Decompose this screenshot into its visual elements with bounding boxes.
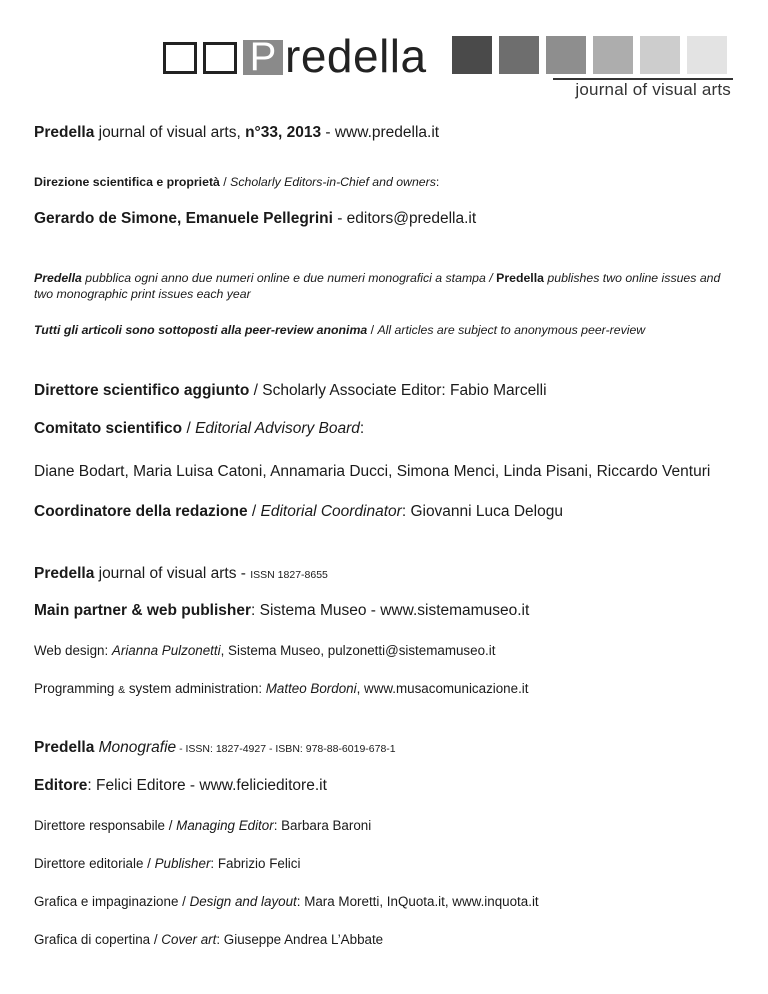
peer-review-it: Tutti gli articoli sono sottoposti alla peer-review anonima	[34, 323, 368, 337]
logo-shade-square	[452, 36, 492, 74]
separator: /	[247, 503, 261, 520]
committee-label-en: Editorial Advisory Board	[195, 420, 360, 437]
coordinator-label: Coordinatore della redazione	[34, 503, 248, 520]
issn-text: journal of visual arts -	[94, 565, 251, 582]
header-text: journal of visual arts,	[94, 124, 246, 141]
managing-editor-line	[34, 818, 371, 833]
partner-line	[34, 602, 529, 620]
logo-shade-square	[546, 36, 586, 74]
managing-label: Direttore responsabile /	[34, 818, 177, 833]
website: - www.predella.it	[321, 124, 440, 141]
webdesign-line	[34, 643, 495, 658]
editorial-director-label-en: Publisher	[154, 856, 211, 871]
associate-editor-line	[34, 382, 547, 400]
design-line	[34, 894, 539, 909]
webdesign-name: Arianna Pulzonetti	[111, 643, 221, 658]
editorial-director-label: Direttore editoriale /	[34, 856, 155, 871]
programming-line	[34, 681, 529, 696]
publisher-rest: : Felici Editore - www.felicieditore.it	[87, 777, 327, 794]
editor-names: Gerardo de Simone, Emanuele Pellegrini	[34, 210, 333, 227]
separator: /	[219, 175, 231, 189]
logo-letter-p: P	[243, 40, 283, 75]
publishes-paragraph	[34, 270, 734, 302]
editorial-director-name: : Fabrizio Felici	[210, 856, 301, 871]
series-name: Monografie	[98, 739, 177, 756]
issn-line	[34, 565, 328, 583]
logo-shade-square	[687, 36, 727, 74]
managing-name: : Barbara Baroni	[273, 818, 372, 833]
partner-label: Main partner & web publisher	[34, 602, 252, 619]
coordinator-label-en: Editorial Coordinator	[260, 503, 402, 520]
partner-rest: : Sistema Museo - www.sistemamuseo.it	[251, 602, 530, 619]
brand-name: Predella	[34, 271, 82, 285]
editorial-director-line	[34, 856, 300, 871]
peer-review-en: All articles are subject to anonymous peer-review	[377, 323, 646, 337]
logo-subtitle: journal of visual arts	[575, 80, 731, 99]
cover-label: Grafica di copertina /	[34, 932, 162, 947]
monografie-ids: - ISSN: 1827-4927 - ISBN: 978-88-6019-678-1	[176, 743, 396, 755]
design-names: : Mara Moretti, InQuota.it, www.inquota.it	[296, 894, 539, 909]
design-label-en: Design and layout	[189, 894, 297, 909]
coordinator-line	[34, 503, 563, 521]
separator: /	[182, 420, 196, 437]
webdesign-rest: , Sistema Museo, pulzonetti@sistemamuseo.it	[220, 643, 496, 658]
programming-label: system administration:	[125, 681, 266, 696]
publisher-line	[34, 777, 327, 795]
predella-logo	[163, 30, 733, 100]
webdesign-label: Web design:	[34, 643, 112, 658]
programming-name: Matteo Bordoni	[265, 681, 357, 696]
direction-line	[34, 175, 439, 189]
logo-shade-square	[593, 36, 633, 74]
peer-review-line	[34, 323, 645, 337]
programming-label: Programming	[34, 681, 119, 696]
publishes-it: pubblica ogni anno due numeri online e due numeri monografici a stampa /	[81, 271, 497, 285]
committee-label: Comitato scientifico	[34, 420, 183, 437]
issn-number: ISSN 1827-8655	[250, 569, 328, 581]
brand-name: Predella	[496, 271, 544, 285]
ampersand: &	[118, 684, 126, 696]
logo-wordmark: redella	[285, 30, 427, 82]
publishes-en: publishes two online issues and two monographic print issues each year	[34, 271, 721, 301]
editors-email: - editors@predella.it	[332, 210, 477, 227]
board-members: Diane Bodart, Maria Luisa Catoni, Annamaria Ducci, Simona Menci, Linda Pisani, Riccardo Venturi	[34, 463, 711, 480]
committee-line	[34, 420, 364, 438]
direction-label: Direzione scientifica e proprietà	[34, 175, 220, 189]
colon: :	[435, 175, 440, 189]
logo-shade-square	[499, 36, 539, 74]
design-label: Grafica e impaginazione /	[34, 894, 190, 909]
brand-name: Predella	[34, 565, 95, 582]
issue-number: n°33, 2013	[245, 124, 322, 141]
logo-outline-square	[203, 42, 237, 74]
brand-name: Predella	[34, 124, 95, 141]
programming-rest: , www.musacomunicazione.it	[356, 681, 529, 696]
brand-name: Predella	[34, 739, 95, 756]
colon: :	[359, 420, 365, 437]
direction-label-en: Scholarly Editors-in-Chief and owners	[230, 175, 436, 189]
journal-header-line	[34, 124, 439, 142]
cover-artist: : Giuseppe Andrea L’Abbate	[216, 932, 384, 947]
coordinator-name: : Giovanni Luca Delogu	[401, 503, 563, 520]
separator: /	[367, 323, 378, 337]
managing-label-en: Managing Editor	[176, 818, 274, 833]
publisher-label: Editore	[34, 777, 88, 794]
monografie-line	[34, 739, 396, 757]
logo-outline-square	[163, 42, 197, 74]
logo-shade-square	[640, 36, 680, 74]
cover-art-line	[34, 932, 383, 947]
editors-line	[34, 210, 476, 228]
associate-label: Direttore scientifico aggiunto	[34, 382, 250, 399]
cover-label-en: Cover art	[161, 932, 217, 947]
associate-rest: / Scholarly Associate Editor: Fabio Marcelli	[249, 382, 547, 399]
